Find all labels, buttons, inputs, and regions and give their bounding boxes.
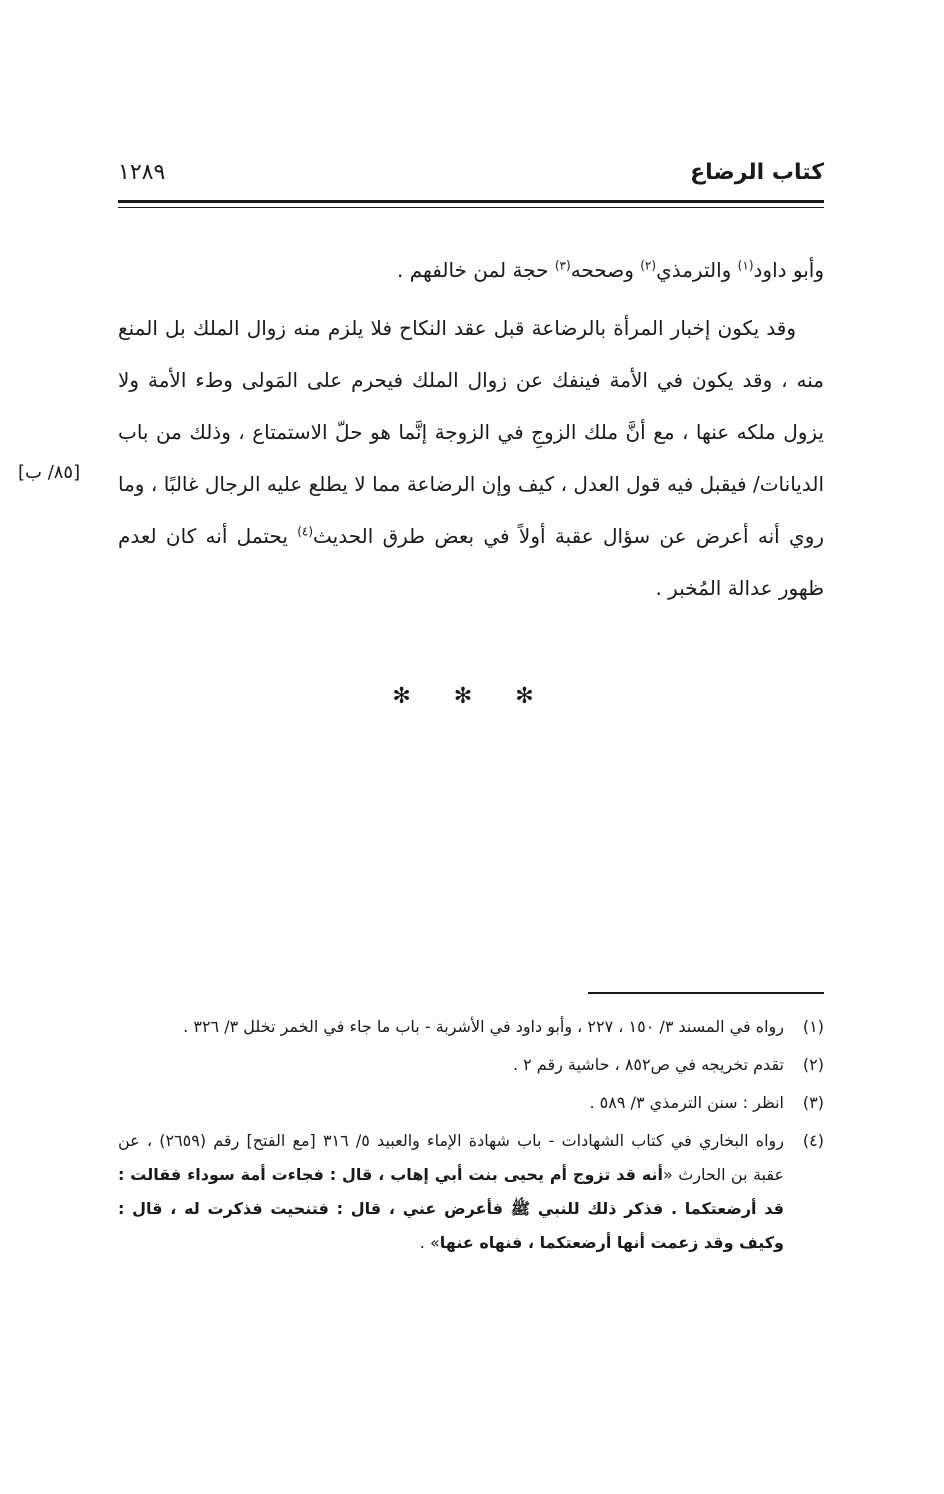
footnote-ref[interactable]: (١): [737, 258, 754, 273]
header-rule-thin: [118, 207, 824, 208]
footnote-number: (٢): [802, 1055, 824, 1074]
header-rule: [118, 200, 824, 203]
footnote-ref[interactable]: (٣): [554, 258, 571, 273]
manuscript-folio-marker: [٨٥/ ب]: [18, 462, 81, 483]
main-text: [118, 244, 824, 614]
paragraph-2: وقد يكون إخبار المرأة بالرضاعة قبل عقد النكاح فلا يلزم منه زوال الملك بل المنع منه ، وقد يكون في الأمة فينفك عن زوال الملك فيحرم على المَولى وطء الأمة ولا يزول ملكه عنها ، مع أنَّ ملك الزوجِ في الزوجة إنَّما هو حلّ الاستمتاع ، وذلك من باب الديانات/ فيقبل فيه قول العدل ، كيف وإن الرضاعة مما لا يطلع عليه الرجال غالبًا ، وما روي أنه أعرض عن سؤال عقبة أولاً في بعض طرق الحديث$^{(٤)}$ يحتمل أنه كان لعدم ظهور عدالة المُخبر .: [118, 316, 825, 600]
footnote-item: [118, 1086, 824, 1120]
hadith-quote: أنه قد تزوج أم يحيى بنت أبي إهاب ، قال : فجاءت أمة سوداء فقالت : قد أرضعتكما . فذكر ذلك للنبي ﷺ فأعرض عني ، قال : فتنحيت فذكرت له ، قال : وكيف وقد زعمت أنها أرضعتكما ، فنهاه عنها: [118, 1165, 784, 1252]
footnote-ref[interactable]: (٢): [640, 258, 657, 273]
footnote-rule: [588, 992, 824, 994]
footnote-item: [118, 1124, 824, 1260]
footnote-text: رواه البخاري في كتاب الشهادات - باب شهادة الإماء والعبيد ٥/ ٣١٦ [مع الفتح] رقم (٢٦٥٩) ، عن عقبة بن الحارث «أنه قد تزوج أم يحيى بنت أبي إهاب ، قال : فجاءت أمة سوداء فقالت : قد أرضعتكما . فذكر ذلك للنبي ﷺ فأعرض عني ، قال : فتنحيت فذكرت له ، قال : وكيف وقد زعمت أنها أرضعتكما ، فنهاه عنها» .: [118, 1131, 785, 1252]
footnotes: [118, 1010, 824, 1264]
footnote-item: [118, 1010, 824, 1044]
chapter-title: كتاب الرضاع: [690, 160, 824, 185]
footnote-item: [118, 1048, 824, 1082]
running-header: [118, 160, 824, 192]
footnote-text: رواه في المسند ٣/ ١٥٠ ، ٢٢٧ ، وأبو داود في الأشربة - باب ما جاء في الخمر تخلل ٣/ ٣٢٦ .: [183, 1017, 784, 1036]
footnote-number: (١): [802, 1017, 824, 1036]
footnote-text: انظر : سنن الترمذي ٣/ ٥٨٩ .: [589, 1093, 784, 1112]
paragraph-1: وأبو داود$^{(١)}$ والترمذي$^{(٢)}$ وصححه$^{(٣)}$ حجة لمن خالفهم .: [396, 258, 824, 282]
footnote-ref[interactable]: (٤): [297, 524, 314, 539]
footnote-text: تقدم تخريجه في ص٨٥٢ ، حاشية رقم ٢ .: [512, 1055, 784, 1074]
section-separator: ✻ ✻ ✻: [392, 684, 552, 709]
footnote-number: (٤): [802, 1131, 824, 1150]
footnote-number: (٣): [802, 1093, 824, 1112]
page-number: ١٢٨٩: [118, 160, 166, 185]
